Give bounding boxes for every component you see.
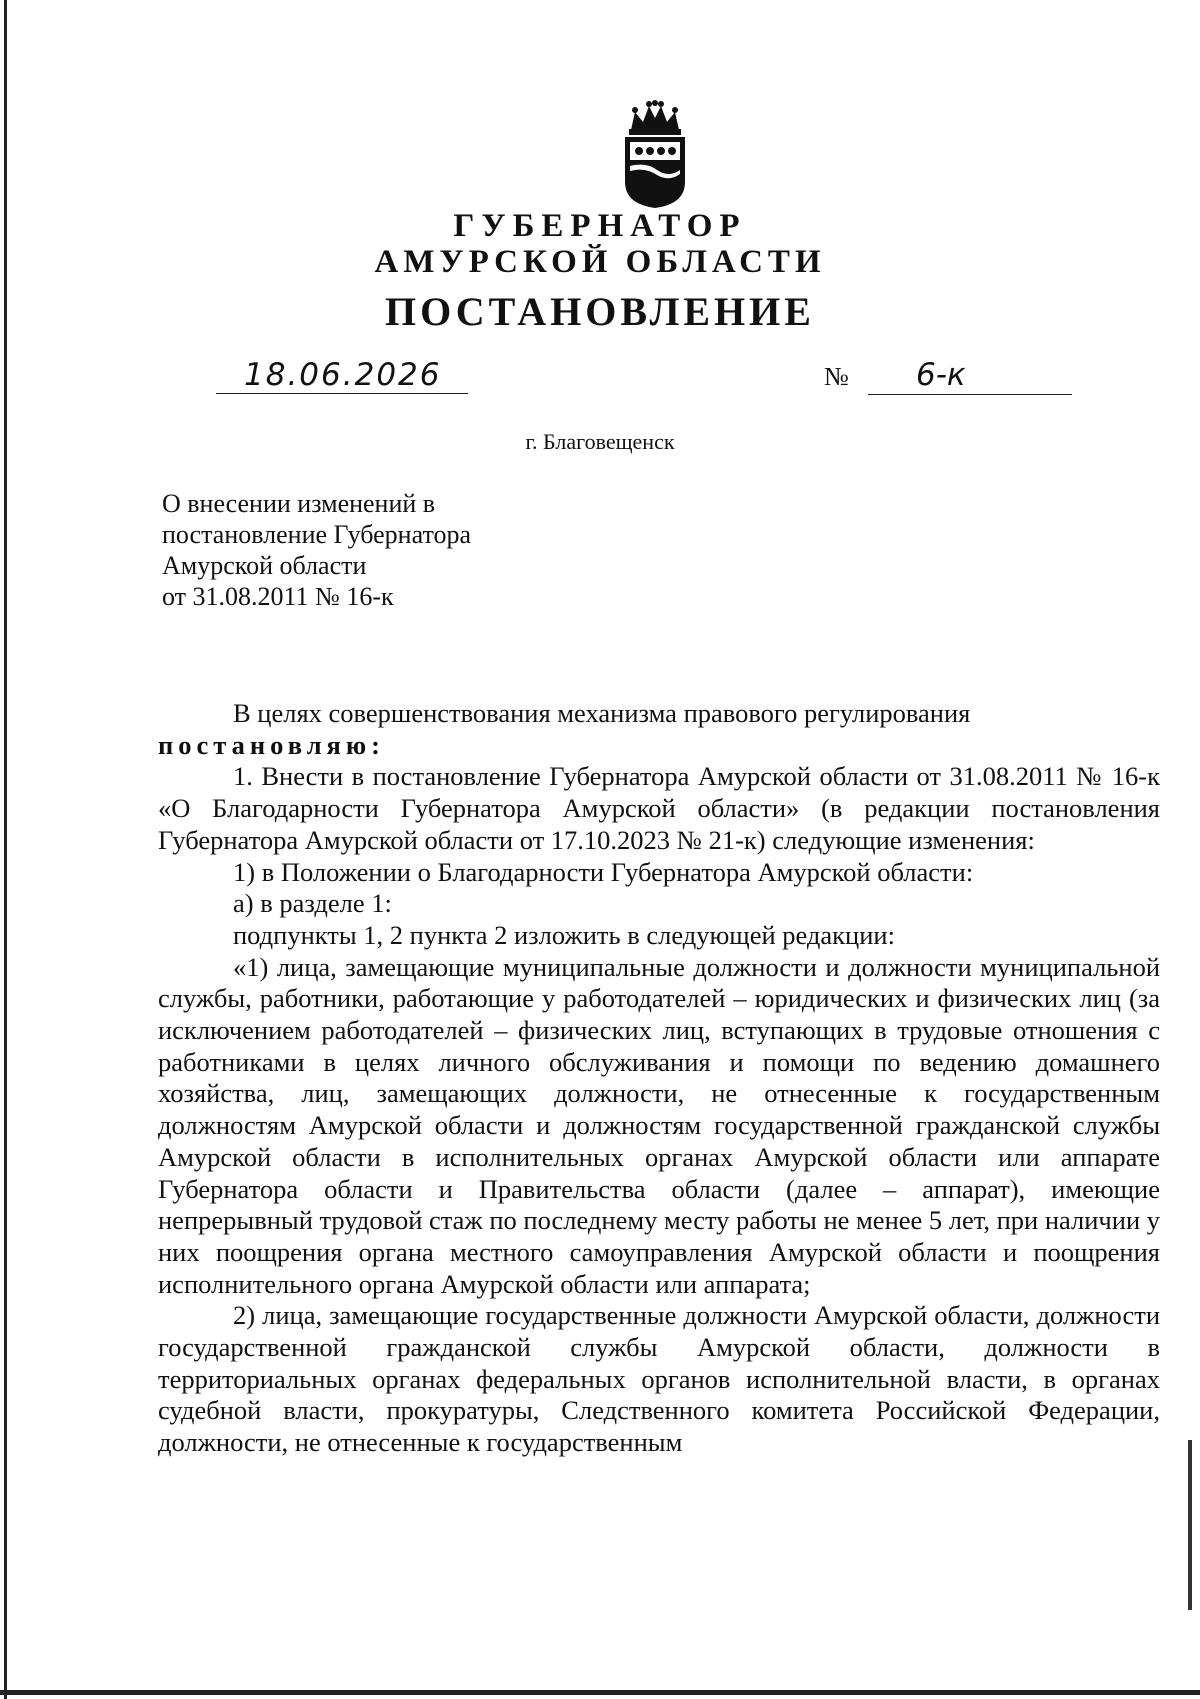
document-date: 18.06.2026 [244, 357, 442, 393]
subitem-a-paragraph: а) в разделе 1: [233, 888, 392, 919]
quoted-item-2-paragraph: 2) лица, замещающие государственные должности Амурской области, должности государственной гражданской службы Амурской области, должности в территориальных органах федеральных органов исполнительной власти, в органах судебной власти, прокуратуры, Следственного комитета Российской Федерации, должности, не отнесенные к государственным [158, 1300, 1160, 1458]
subject-line: О внесении изменений в [162, 489, 436, 518]
item-1-paragraph: 1. Внести в постановление Губернатора Амурской области от 31.08.2011 № 16-к «О Благодарности Губернатора Амурской области» (в редакции постановления Губернатора Амурской области от 17.10.2023 № 21-к) следующие изменения: [158, 761, 1160, 855]
document-subject [162, 488, 582, 612]
preamble-paragraph: В целях совершенствования механизма правового регулирования [233, 698, 971, 728]
decree-word: постановляю: [158, 729, 385, 760]
header-title-region: АМУРСКОЙ ОБЛАСТИ [374, 244, 826, 280]
document-body [158, 698, 1160, 1459]
quoted-item-1-paragraph: «1) лица, замещающие муниципальные должности и должности муниципальной службы, работники, работающие у работодателей – юридических и физических лиц (за исключением работодателей – физических лиц, вступающих в трудовые отношения с работниками в целях личного обслуживания и помощи по ведению домашнего хозяйства, лиц, замещающих должности, не отнесенные к государственным должностям Амурской области и должностям государственной гражданской службы Амурской области в исполнительных органах Амурской области или аппарате Губернатора области и Правительства области (далее – аппарат), имеющие непрерывный трудовой стаж по последнему месту работы не менее 5 лет, при наличии у них поощрения органа местного самоуправления Амурской области и поощрения исполнительного органа Амурской области или аппарата; [158, 951, 1160, 1299]
header-title-governor: ГУБЕРНАТОР [453, 208, 747, 244]
amur-oblast-coat-of-arms-icon [617, 100, 693, 210]
subject-line: от 31.08.2011 № 16-к [162, 582, 394, 611]
subject-line: Амурской области [162, 551, 367, 580]
number-sign: № [824, 362, 849, 391]
subject-line: постановление Губернатора [162, 520, 472, 549]
intro-paragraph: подпункты 1, 2 пункта 2 изложить в следующей редакции: [233, 919, 895, 950]
document-type-title: ПОСТАНОВЛЕНИЕ [385, 289, 815, 334]
document-number: 6-к [916, 357, 966, 393]
city-label: г. Благовещенск [525, 429, 675, 454]
subitem-1-paragraph: 1) в Положении о Благодарности Губернатора Амурской области: [233, 856, 974, 887]
number-underline [868, 394, 1072, 395]
scan-edge-right [1188, 1440, 1192, 1610]
date-underline [216, 393, 468, 394]
scan-edge-bottom [0, 1690, 1200, 1695]
